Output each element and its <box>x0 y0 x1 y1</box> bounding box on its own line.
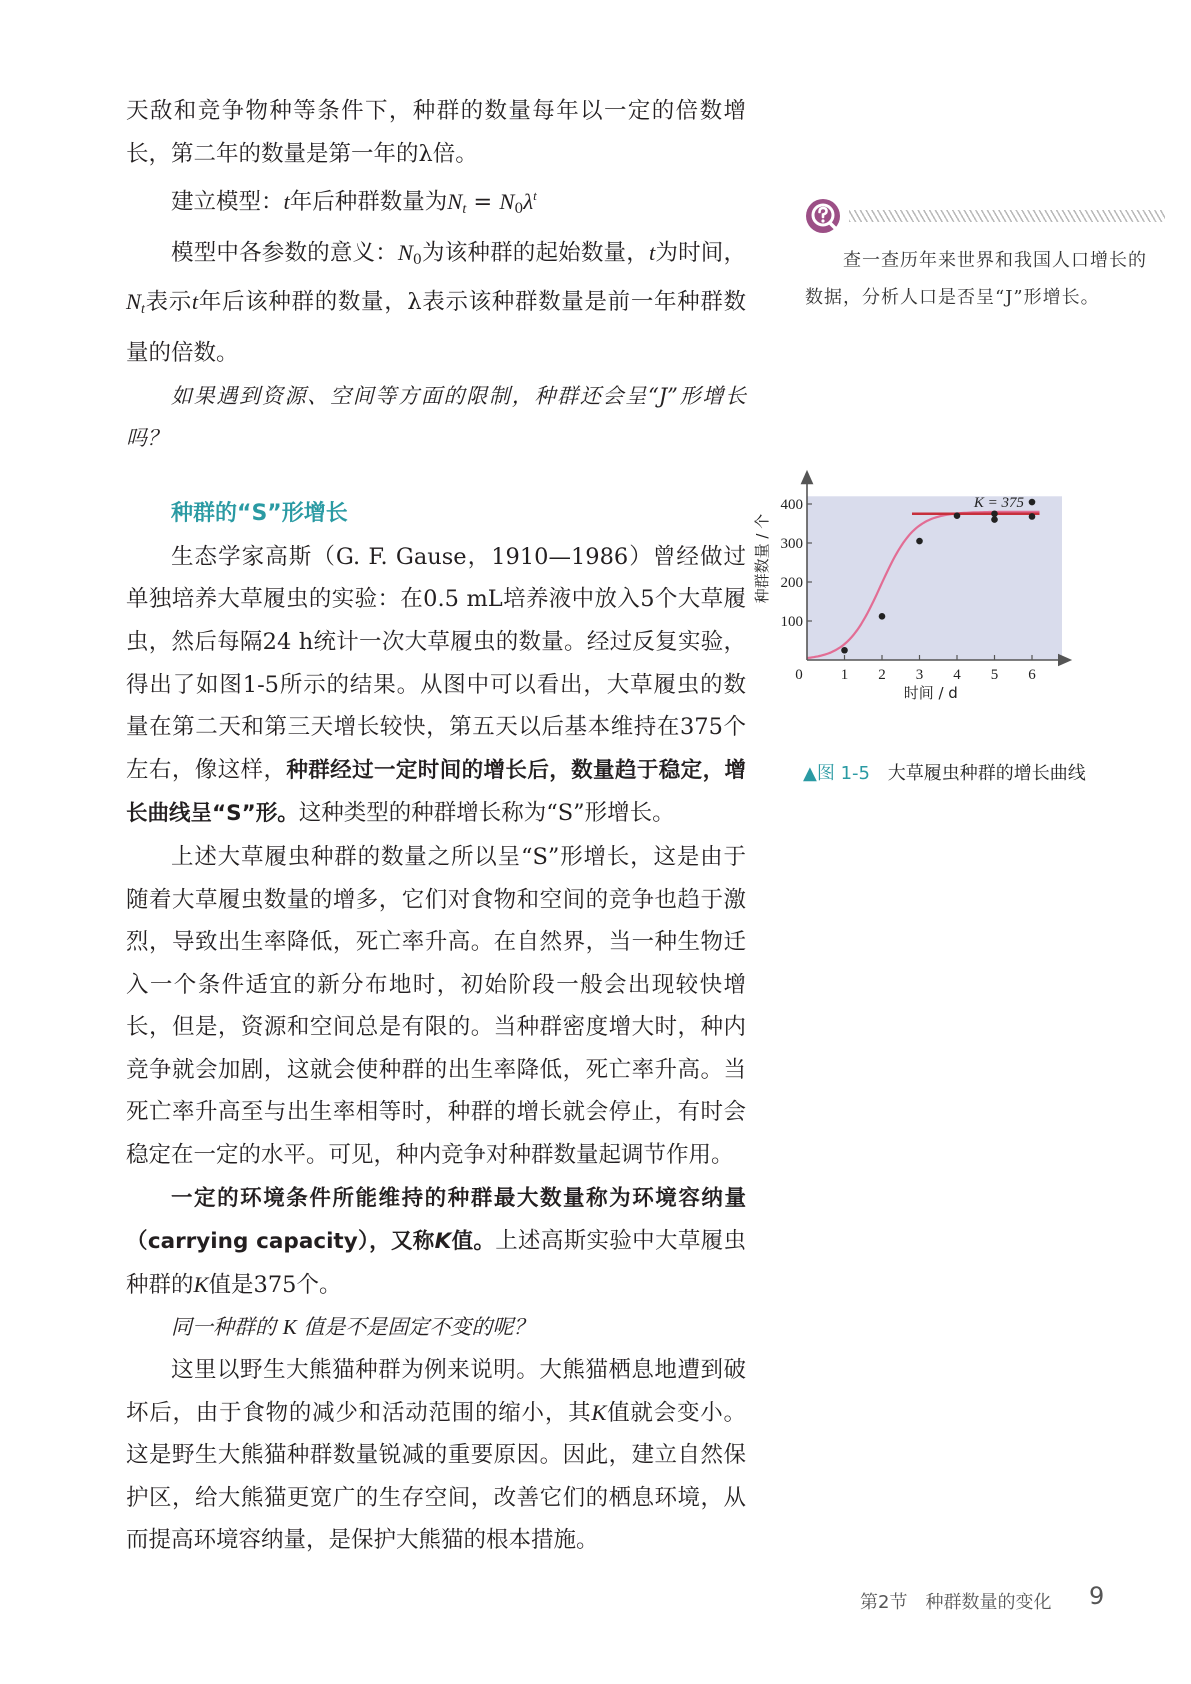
x-tick-label: 1 <box>840 667 849 683</box>
model-statement: 建立模型：t年后种群数量为$N_t = N_0\lambda^t$ <box>171 188 537 218</box>
data-point <box>916 538 923 545</box>
magnifier-question-icon <box>805 198 841 234</box>
panda-paragraph: 这里以野生大熊猫种群为例来说明。大熊猫栖息地遭到破坏后，由于食物的减少和活动范围的缩小，其K值就会变小。这是野生大熊猫种群数量锐减的重要原因。因此，建立自然保护区，给大熊猫更宽广的生存空间，改善它们的栖息环境，从而提高环境容纳量，是保护大熊猫的根本措施。 <box>126 1357 746 1554</box>
x-tick-label: 3 <box>915 667 924 683</box>
data-point <box>991 510 998 517</box>
gause-paragraph: 生态学家高斯（G. F. Gause，1910—1986）曾经做过单独培养大草履虫的实验：在0.5 mL培养液中放入5个大草履虫，然后每隔24 h统计一次大草履虫的数量。经过反复实验，得出了如图1-5所示的结果。从图中可以看出，大草履虫的数量在第二天和第三天增长较快，第五天以后基本维持在375个左右，像这样，种群经过一定时间的增长后，数量趋于稳定，增长曲线呈“S”形。这种类型的种群增长称为“S”形增长。 <box>126 543 746 827</box>
k-annotation: K = 375 <box>973 494 1025 511</box>
data-point <box>879 613 886 620</box>
growth-curve-chart <box>752 494 1112 760</box>
x-tick-label: 0 <box>795 667 803 683</box>
x-tick-label: 2 <box>878 667 886 683</box>
side-note-header <box>805 198 1165 234</box>
s-growth-explanation: 上述大草履虫种群的数量之所以呈“S”形增长，这是由于随着大草履虫数量的增多，它们对食物和空间的竞争也趋于激烈，导致出生率降低，死亡率升高。在自然界，当一种生物迁入一个条件适宜的新分布地时，初始阶段一般会出现较快增长，但是，资源和空间总是有限的。当种群密度增大时，种内竞争就会加剧，这就会使种群的出生率降低，死亡率升高。当死亡率升高至与出生率相等时，种群的增长就会停止，有时会稳定在一定的水平。可见，种内竞争对种群数量起调节作用。 <box>126 843 746 1169</box>
data-point <box>991 516 998 523</box>
y-tick-label: 300 <box>780 536 803 552</box>
data-point <box>1029 499 1036 506</box>
figure-title: 大草履虫种群的增长曲线 <box>887 763 1086 784</box>
x-tick-label: 4 <box>953 667 961 683</box>
paragraph-1: 天敌和竞争物种等条件下，种群的数量每年以一定的倍数增长，第二年的数量是第一年的λ倍。 <box>126 98 746 167</box>
figure-caption <box>803 759 1086 785</box>
data-point <box>841 647 848 654</box>
side-note <box>805 198 1165 316</box>
data-point <box>1029 513 1036 520</box>
x-axis-label: 时间 / d <box>903 684 958 702</box>
data-point <box>954 512 961 519</box>
question-k-value: 同一种群的 K 值是不是固定不变的呢？ <box>171 1315 535 1340</box>
figure-number: ▲图 1-5 <box>803 763 870 784</box>
carrying-capacity-paragraph: 一定的环境条件所能维持的种群最大数量称为环境容纳量（carrying capacity），又称K值。上述高斯实验中大草履虫种群的K值是375个。 <box>126 1185 746 1298</box>
decorative-rule <box>849 210 1165 222</box>
y-tick-label: 400 <box>780 497 803 513</box>
y-tick-label: 100 <box>780 614 803 630</box>
y-tick-label: 200 <box>780 575 803 591</box>
plot-background <box>807 496 1062 660</box>
footer-section-title: 第2节 种群数量的变化 <box>860 1592 1052 1613</box>
main-text-column <box>126 90 746 1562</box>
x-tick-label: 5 <box>990 667 999 683</box>
page-number: 9 <box>1089 1582 1105 1610</box>
parameter-meaning: 模型中各参数的意义：$N_0$为该种群的起始数量，t为时间，$N_t$表示t年后该种群的数量，λ表示该种群数量是前一年种群数量的倍数。 <box>126 239 746 366</box>
side-note-text: 查一查历年来世界和我国人口增长的数据，分析人口是否呈“J”形增长。 <box>805 250 1147 308</box>
question-j-growth: 如果遇到资源、空间等方面的限制，种群还会呈“J”形增长吗？ <box>126 383 746 451</box>
x-tick-label: 6 <box>1028 667 1036 683</box>
y-axis-label: 种群数量 / 个 <box>753 513 771 604</box>
figure-1-5 <box>752 494 1112 780</box>
section-heading: 种群的“S”形增长 <box>171 500 348 526</box>
